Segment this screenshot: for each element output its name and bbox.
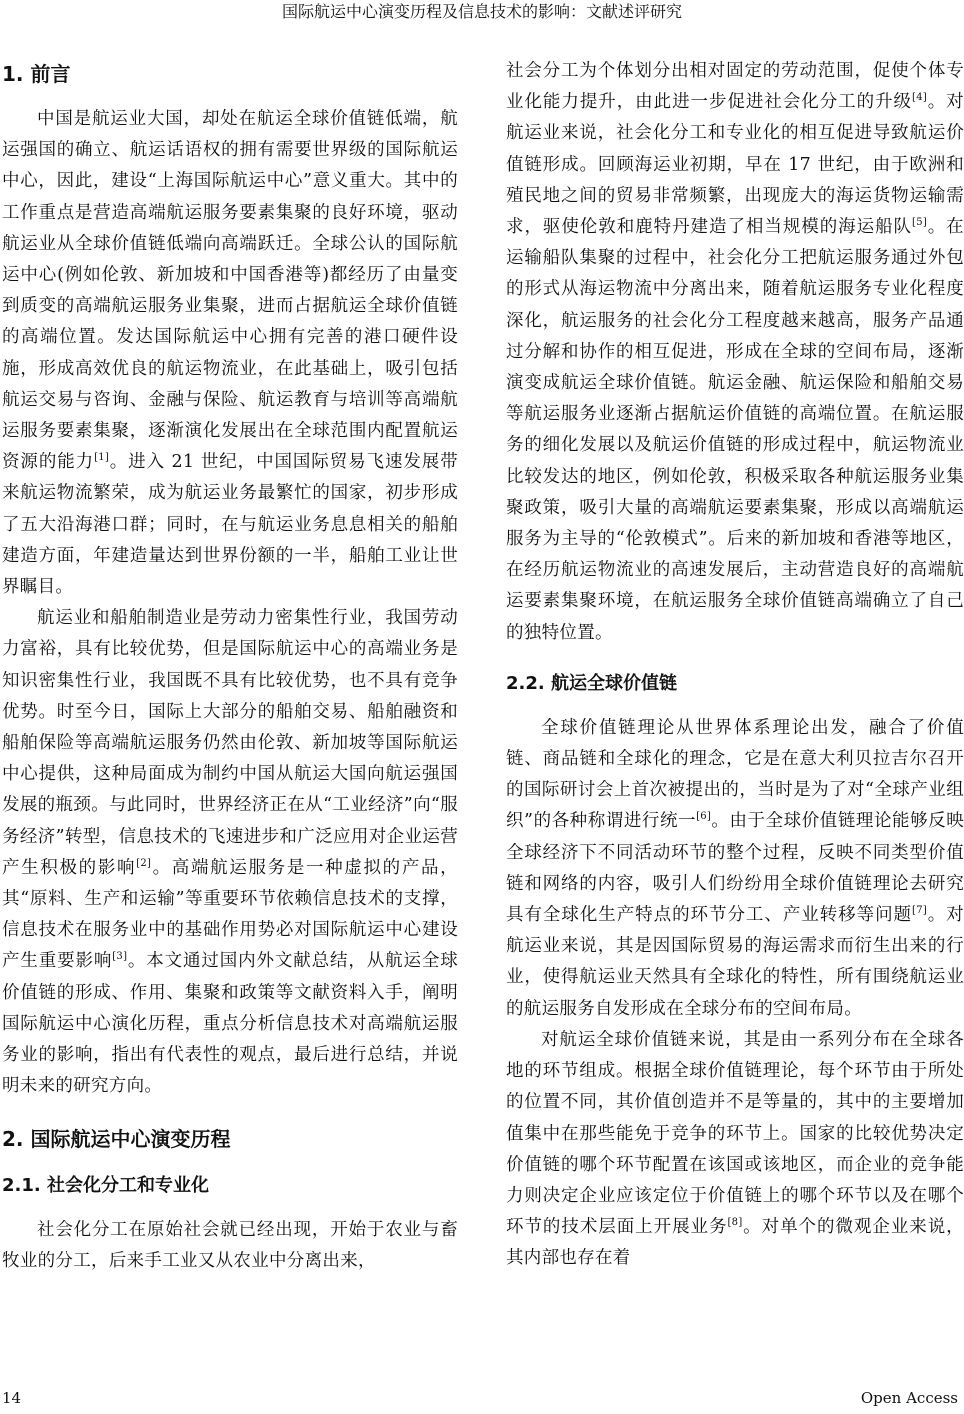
paragraph-2-2-1: 全球价值链理论从世界体系理论出发，融合了价值链、商品链和全球化的理念，它是在意大利贝拉吉尔召开的国际研讨会上首次被提出的，当时是为了对“全球产业组织”的各种称谓进行统一[6]。由于全球价值链理论能够反映全球经济下不同活动环节的整个过程，反映不同类型价值链和网络的内容，吸引人们纷纷用全球价值链理论去研究具有全球化生产特点的环节分工、产业转移等问题[7]。对航运业来说，其是因国际贸易的海运需求而衍生出来的行业，使得航运业天然具有全球化的特性，所有围绕航运业的航运服务自发形成在全球分布的空间布局。 (506, 717, 964, 1019)
subsection-heading-2-2: 2.2. 航运全球价值链 (506, 672, 677, 694)
citation-ref[interactable]: [3] (112, 951, 128, 963)
section-heading-evolution: 2. 国际航运中心演变历程 (2, 1126, 231, 1151)
paragraph-intro-2: 航运业和船舶制造业是劳动力密集性行业，我国劳动力富裕，具有比较优势，但是国际航运中心的高端业务是知识密集性行业，我国既不具有比较优势，也不具有竞争优势。时至今日，国际上大部分的船舶交易、船舶融资和船舶保险等高端航运服务仍然由伦敦、新加坡等国际航运中心提供，这种局面成为制约中国从航运大国向航运强国发展的瓶颈。与此同时，世界经济正在从“工业经济”向“服务经济”转型，信息技术的飞速进步和广泛应用对企业运营产生积极的影响[2]。高端航运服务是一种虚拟的产品，其“原料、生产和运输”等重要环节依赖信息技术的支撑，信息技术在服务业中的基础作用势必对国际航运中心建设产生重要影响[3]。本文通过国内外文献总结，从航运全球价值链的形成、作用、集聚和政策等文献资料入手，阐明国际航运中心演化历程，重点分析信息技术对高端航运服务业的影响，指出有代表性的观点，最后进行总结，并说明未来的研究方向。 (2, 608, 458, 1097)
running-header: 国际航运中心演变历程及信息技术的影响：文献述评研究 (281, 2, 682, 21)
citation-ref[interactable]: [7] (912, 905, 928, 917)
right-column (506, 56, 964, 1275)
paragraph-2-1-start: 社会化分工在原始社会就已经出现，开始于农业与畜牧业的分工，后来手工业又从农业中分离出来， (2, 1219, 458, 1271)
page-number: 14 (2, 1389, 22, 1407)
left-column (2, 56, 458, 1277)
citation-ref[interactable]: [8] (727, 1217, 743, 1229)
citation-ref[interactable]: [1] (94, 452, 110, 464)
paragraph-intro-1: 中国是航运业大国，却处在航运全球价值链低端，航运强国的确立、航运话语权的拥有需要世界级的国际航运中心，因此，建设“上海国际航运中心”意义重大。其中的工作重点是营造高端航运服务要素集聚的良好环境，驱动航运业从全球价值链低端向高端跃迁。全球公认的国际航运中心(例如伦敦、新加坡和中国香港等)都经历了由量变到质变的高端航运服务业集聚，进而占据航运全球价值链的高端位置。发达国际航运中心拥有完善的港口硬件设施，形成高效优良的航运物流业，在此基础上，吸引包括航运交易与咨询、金融与保险、航运教育与培训等高端航运服务要素集聚，逐渐演化发展出在全球范围内配置航运资源的能力[1]。进入 21 世纪，中国国际贸易飞速发展带来航运物流繁荣，成为航运业务最繁忙的国家，初步形成了五大沿海港口群；同时，在与航运业务息息相关的船舶建造方面，年建造量达到世界份额的一半，船舶工业让世界瞩目。 (2, 109, 459, 598)
citation-ref[interactable]: [4] (912, 92, 928, 104)
paragraph-2-2-2: 对航运全球价值链来说，其是由一系列分布在全球各地的环节组成。根据全球价值链理论，每个环节由于所处的位置不同，其价值创造并不是等量的，其中的主要增加值集中在那些能免于竞争的环节上。国家的比较优势决定价值链的哪个环节配置在该国或该地区，而企业的竞争能力则决定企业应该定位于价值链上的哪个环节以及在哪个环节的技术层面上开展业务[8]。对单个的微观企业来说，其内部也存在着 (506, 1029, 964, 1269)
citation-ref[interactable]: [2] (136, 857, 152, 869)
paragraph-2-1-continued: 社会分工为个体划分出相对固定的劳动范围，促使个体专业化能力提升，由此进一步促进社会化分工的升级[4]。对航运业来说，社会化分工和专业化的相互促进导致航运价值链形成。回顾海运业初期，早在 17 世纪，由于欧洲和殖民地之间的贸易非常频繁，出现庞大的海运货物运输需求，驱使伦敦和鹿特丹建造了相当规模的海运船队[5]。在运输船队集聚的过程中，社会化分工把航运服务通过外包的形式从海运物流中分离出来，随着航运服务专业化程度深化，航运服务的社会化分工程度越来越高，服务产品通过分解和协作的相互促进，形成在全球的空间布局，逐渐演变成航运全球价值链。航运金融、航运保险和船舶交易等航运服务业逐渐占据航运价值链的高端位置。在航运服务的细化发展以及航运价值链的形成过程中，航运物流业比较发达的地区，例如伦敦，积极采取各种航运服务业集聚政策，吸引大量的高端航运要素集聚，形成以高端航运服务为主导的“伦敦模式”。后来的新加坡和香港等地区，在经历航运物流业的高速发展后，主动营造良好的高端航运要素集聚环境，在航运服务全球价值链高端确立了自己的独特位置。 (506, 61, 964, 643)
citation-ref[interactable]: [5] (912, 217, 928, 229)
citation-ref[interactable]: [6] (696, 811, 712, 823)
section-heading-intro: 1. 前言 (2, 62, 71, 86)
subsection-heading-2-1: 2.1. 社会化分工和专业化 (2, 1174, 209, 1196)
publisher-label: Open Access (860, 1389, 958, 1407)
